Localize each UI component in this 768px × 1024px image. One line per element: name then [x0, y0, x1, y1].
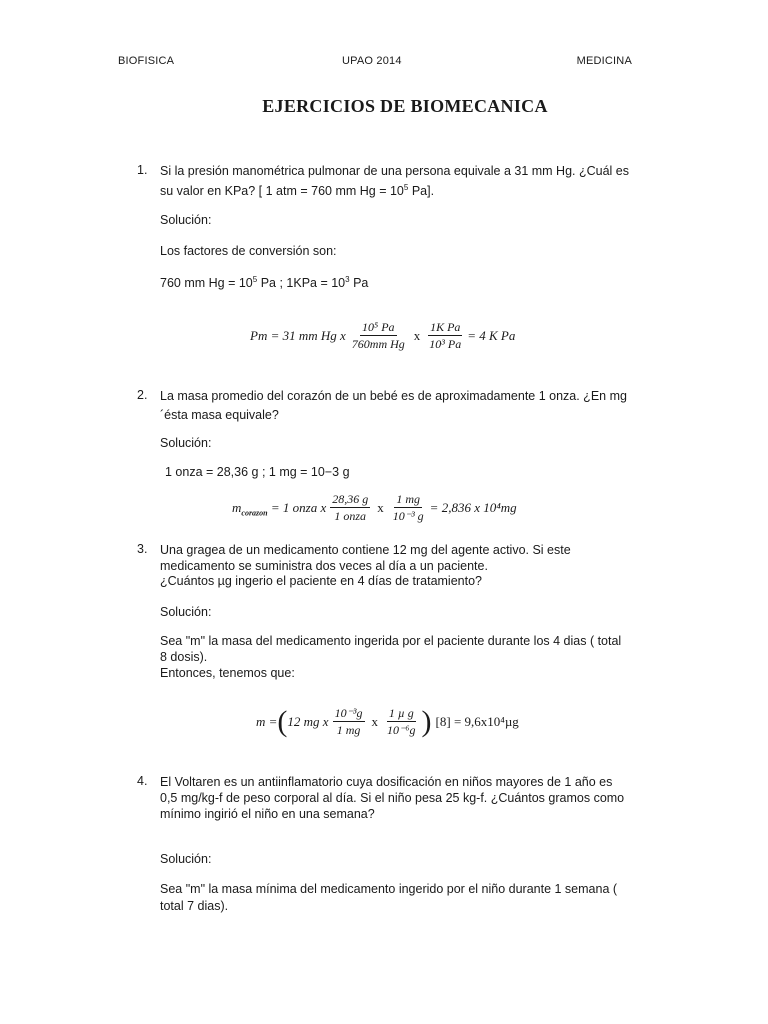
eq3-times: x	[371, 713, 379, 729]
eq3-inner: 12 mg x	[287, 713, 329, 729]
eq3-result: [8] = 9,6x10⁴µg	[435, 713, 519, 729]
problem-3-number: 3.	[137, 542, 148, 556]
document-title: EJERCICIOS DE BIOMECANICA	[262, 96, 548, 116]
eq3-close-paren: )	[421, 704, 432, 738]
problem-3-then: Entonces, tenemos que:	[160, 666, 295, 680]
problem-3-solution-label: Solución:	[160, 605, 212, 619]
problem-2-equation	[232, 492, 517, 523]
eq2-fraction-2: $\frac{1 mg}{\text{10⁻³ g}}$	[392, 492, 424, 523]
problem-1-line-2: su valor en KPa? [ 1 atm = 760 mm $Hg = 10^5$ Pa].	[160, 182, 435, 198]
eq2-result: = 2,836 x 10⁴mg	[429, 499, 517, 515]
problem-1-equation	[250, 320, 515, 351]
eq2-fraction-1: $\frac{28,36 g}{\text{1 onza}}$	[332, 492, 369, 523]
eq3-lhs: m =	[256, 713, 278, 729]
problem-3-line-1: Una gragea de un medicamento contiene 12 mg del agente activo. Si este	[160, 543, 571, 557]
eq1-fraction-2: $\frac{\text{1K Pa}}{\text{10³ Pa}}$	[429, 320, 462, 351]
eq3-fraction-1: $\frac{\text{10⁻³g}}{1 mg}$	[334, 706, 363, 737]
problem-4-line-2: 0,5 mg/kg-f de peso corporal al día. Si el niño pesa 25 kg-f. ¿Cuántos gramos como	[160, 791, 625, 805]
problem-2-solution-label: Solución:	[160, 436, 212, 450]
eq1-lhs: Pm = 31 mm Hg x	[250, 327, 346, 343]
problem-3-line-2: medicamento se suministra dos veces al día a un paciente.	[160, 559, 488, 573]
problem-4-line-3: mínimo ingirió el niño en una semana?	[160, 807, 375, 821]
problem-1-conversion-factors: 760 mm $Hg = 10^5$ Pa ; $1KPa = 10^3$ Pa	[160, 274, 369, 290]
problem-1-solution-label: Solución:	[160, 213, 212, 227]
problem-1-number: 1.	[137, 163, 148, 177]
problem-3-line-3: ¿Cuántos µg ingerio el paciente en 4 días de tratamiento?	[160, 574, 482, 588]
problem-2-line-2: ´ésta masa equivale?	[160, 408, 279, 422]
eq1-times: x	[413, 327, 421, 343]
eq3-open-paren: (	[277, 704, 288, 738]
problem-4-line-1: El Voltaren es un antiinflamatorio cuya dosificación en niños mayores de 1 año es	[160, 775, 613, 789]
eq1-fraction-1: $\frac{\text{10⁵ Pa}}{\text{760mm Hg}}$	[351, 320, 405, 351]
header-faculty: MEDICINA	[576, 55, 632, 67]
problem-3-definition-line-1: Sea "m" la masa del medicamento ingerida por el paciente durante los 4 dias ( total	[160, 634, 622, 648]
header-institution-year: UPAO 2014	[342, 55, 402, 67]
problem-4-solution-label: Solución:	[160, 852, 212, 866]
problem-3-equation	[256, 706, 519, 737]
problem-1-line-1: Si la presión manométrica pulmonar de una persona equivale a 31 mm Hg. ¿Cuál es	[160, 164, 629, 178]
header-course: BIOFISICA	[118, 55, 175, 67]
problem-4-definition-line-1: Sea "m" la masa mínima del medicamento ingerido por el niño durante 1 semana (	[160, 882, 618, 896]
problem-3-definition-line-2: 8 dosis).	[160, 650, 208, 664]
problem-2-conversion-factors: 1 onza = 28,36 g ; 1 mg = 10−3 g	[165, 465, 350, 479]
problem-4-definition-line-2: total 7 dias).	[160, 899, 229, 913]
problem-4-number: 4.	[137, 774, 148, 788]
eq2-times: x	[377, 499, 384, 515]
problem-2-line-1: La masa promedio del corazón de un bebé es de aproximadamente 1 onza. ¿En mg	[160, 389, 627, 403]
problem-2-number: 2.	[137, 388, 148, 402]
eq3-fraction-2: $\frac{\text{1 µ g}}{\text{10⁻⁶g}}$	[387, 706, 416, 737]
eq1-result: = 4 K Pa	[467, 327, 516, 343]
eq2-lhs: $m_{corazon} = 1$ onza x	[232, 499, 327, 518]
problem-1-factors-intro: Los factores de conversión son:	[160, 244, 337, 258]
